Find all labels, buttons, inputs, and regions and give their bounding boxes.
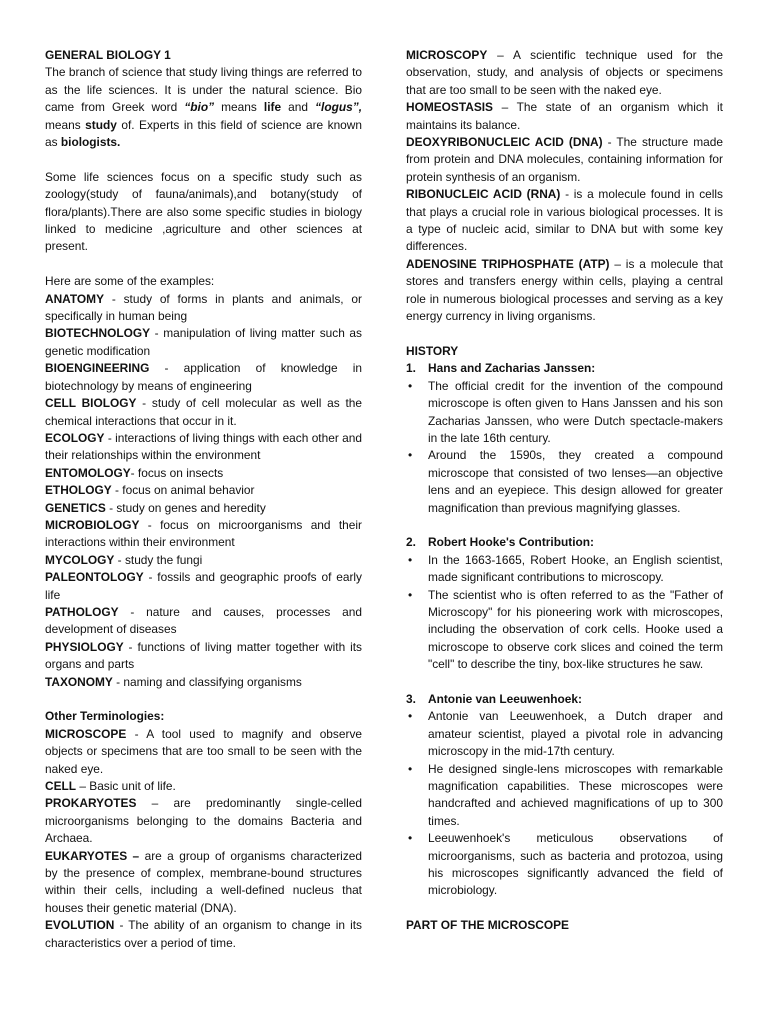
term-name: CELL — [45, 779, 77, 794]
term-definition: – A scientific technique used for the observation, study, and analysis of objects or specimens that are too small to be seen with the naked eye. — [406, 48, 723, 97]
term-name: BIOTECHNOLOGY — [45, 326, 151, 341]
term-name: MICROSCOPY — [406, 48, 488, 62]
term-entry — [45, 778, 362, 795]
bullet-icon: • — [408, 552, 413, 567]
history-section — [406, 691, 723, 917]
term-name: ADENOSINE TRIPHOSPHATE (ATP) — [406, 256, 610, 271]
bullet-text: Antonie van Leeuwenhoek, a Dutch draper and amateur scientist, played a pivotal role in advancing microscopy in the mid-17th century. — [428, 709, 723, 759]
bullet-item — [406, 552, 723, 587]
right-terms-list — [406, 47, 723, 326]
term-entry — [45, 360, 362, 395]
term-entry — [406, 186, 723, 256]
term-definition: - The ability of an organism to change in its characteristics over a period of time. — [45, 918, 362, 950]
term-name: PHYSIOLOGY — [45, 639, 124, 654]
history-list — [406, 360, 723, 917]
term-entry — [406, 256, 723, 326]
section-number: 3. — [406, 691, 416, 706]
life-word: life — [263, 100, 282, 115]
bullet-item — [406, 708, 723, 760]
bullet-text: In the 1663-1665, Robert Hooke, an English scientist, made significant contributions to microscopy. — [428, 552, 723, 585]
term-definition: – are predominantly single-celled microorganisms belonging to the domains Bacteria and Archaea. — [45, 796, 362, 846]
parts-heading: PART OF THE MICROSCOPE — [406, 918, 569, 933]
term-definition: are a group of organisms characterized by the presence of complex, membrane-bound structures within their cells, including a well-defined nucleus that houses their genetic material (DNA). — [45, 848, 362, 915]
biologists-word: biologists. — [60, 135, 121, 150]
term-name: DEOXYRIBONUCLEIC ACID (DNA) — [406, 135, 603, 150]
term-definition: - is a molecule found in cells that plays a crucial role in various biological processes. It is a type of nucleic acid, similar to DNA but with some key differences. — [406, 187, 724, 254]
term-name: CELL BIOLOGY — [45, 396, 137, 411]
term-definition: - study on genes and heredity — [105, 500, 266, 515]
term-definition: - functions of living matter together with its organs and parts — [45, 639, 362, 672]
history-section-title — [406, 691, 723, 708]
right-column — [406, 47, 723, 935]
bullet-icon: • — [408, 761, 413, 776]
term-name: ETHOLOGY — [45, 483, 112, 498]
term-name: GENETICS — [45, 500, 106, 515]
term-definition: - A tool used to magnify and observe objects or specimens that are too small to be seen with the naked eye. — [45, 726, 362, 776]
bullet-item — [406, 447, 723, 517]
bullet-icon: • — [408, 378, 413, 393]
term-definition: – Basic unit of life. — [76, 779, 176, 794]
term-name: BIOENGINEERING — [45, 361, 150, 376]
term-name: MICROSCOPE — [45, 726, 127, 741]
term-entry — [45, 726, 362, 778]
term-definition: - study of cell molecular as well as the chemical interactions that occur in it. — [45, 396, 363, 428]
logus-word: “logus”, — [315, 100, 362, 115]
life-sciences-paragraph: Some life sciences focus on a specific study such as zoology(study of fauna/animals),and botany(study of flora/plants).There are also some specific studies in biology linked to medicine ,agriculture and other sciences at present. — [45, 169, 362, 254]
intro-paragraph: The branch of science that study living things are referred to as the life sciences. It is under the natural science. Bio came from Greek word “bio” means life and “logus”, means study of. Experts in this field of science are known as biologists. — [45, 65, 362, 150]
bullet-text: The scientist who is often referred to as the "Father of Microscopy" for his pioneering work with microscopes, including the observation of cork cells. Hooke used a microscope to observe cork slices and coined the term "cell" to describe the tiny, box-like structures he saw. — [428, 587, 723, 672]
term-entry — [45, 500, 362, 517]
term-name: ECOLOGY — [45, 430, 105, 445]
term-definition: - The structure made from protein and DNA molecules, containing information for protein synthesis of an organism. — [406, 135, 723, 184]
bullet-text: Leeuwenhoek's meticulous observations of microorganisms, such as bacteria and protozoa, using his microscopes significantly advanced the field of microbiology. — [428, 831, 723, 898]
term-name: TAXONOMY — [45, 674, 113, 689]
section-title-text: Hans and Zacharias Janssen: — [428, 361, 596, 376]
term-definition: - application of knowledge in biotechnology by means of engineering — [45, 361, 362, 393]
term-entry — [45, 482, 362, 499]
term-entry — [406, 134, 723, 186]
term-name: HOMEOSTASIS — [406, 100, 493, 115]
term-entry — [45, 917, 362, 952]
bullet-icon: • — [408, 448, 413, 463]
term-entry — [45, 430, 362, 465]
bullet-icon: • — [408, 831, 413, 846]
term-definition: - focus on microorganisms and their interactions within their environment — [45, 517, 362, 550]
history-section-title — [406, 534, 723, 551]
bullet-text: Around the 1590s, they created a compound microscope that consisted of two lenses—an objective lens and an eyepiece. This design allowed for greater magnification than previous magnifying glasses. — [428, 448, 723, 515]
bullet-list — [406, 552, 723, 674]
bullet-list — [406, 378, 723, 517]
document-title: GENERAL BIOLOGY 1 — [45, 48, 171, 62]
section-number: 2. — [406, 535, 416, 550]
term-entry — [45, 674, 362, 691]
bullet-icon: • — [408, 587, 413, 602]
term-entry — [45, 795, 362, 847]
term-definition: - study the fungi — [114, 552, 203, 567]
term-entry — [45, 291, 362, 326]
term-entry — [45, 639, 362, 674]
other-terminologies-heading: Other Terminologies: — [45, 709, 165, 724]
term-entry — [45, 465, 362, 482]
term-definition: – is a molecule that stores and transfers energy within cells, playing a central role in numerous biological processes and serving as a key energy currency in living organisms. — [406, 256, 723, 324]
term-entry — [45, 569, 362, 604]
term-definition: - focus on insects — [130, 465, 224, 480]
term-name: EUKARYOTES – — [45, 848, 140, 863]
term-name: ENTOMOLOGY — [45, 465, 131, 480]
bullet-item — [406, 378, 723, 448]
term-name: MICROBIOLOGY — [45, 517, 140, 532]
section-title-text: Antonie van Leeuwenhoek: — [428, 691, 582, 706]
section-number: 1. — [406, 361, 416, 376]
bio-word: “bio” — [184, 100, 215, 115]
bullet-list — [406, 708, 723, 899]
term-entry — [45, 325, 362, 360]
term-entry — [45, 552, 362, 569]
term-definition: - naming and classifying organisms — [112, 674, 302, 689]
bullet-item — [406, 830, 723, 900]
term-entry — [45, 395, 362, 430]
bullet-item — [406, 761, 723, 831]
term-definition: – The state of an organism which it maintains its balance. — [406, 100, 723, 132]
branch-terms-list — [45, 291, 362, 691]
term-name: MYCOLOGY — [45, 552, 115, 567]
term-definition: - interactions of living things with each other and their relationships within the environment — [45, 430, 362, 463]
term-definition: - study of forms in plants and animals, or specifically in human being — [45, 291, 362, 324]
term-name: ANATOMY — [45, 291, 105, 306]
left-column — [45, 47, 362, 952]
term-entry — [45, 517, 362, 552]
term-name: PROKARYOTES — [45, 796, 137, 811]
bullet-item — [406, 587, 723, 674]
history-section — [406, 534, 723, 691]
term-definition: - focus on animal behavior — [111, 483, 255, 498]
term-name: PATHOLOGY — [45, 604, 119, 619]
study-word: study — [85, 117, 117, 132]
term-entry — [406, 99, 723, 134]
term-definition: - fossils and geographic proofs of early life — [45, 570, 362, 602]
bullet-icon: • — [408, 709, 413, 724]
examples-intro: Here are some of the examples: — [45, 274, 215, 289]
term-name: PALEONTOLOGY — [45, 570, 144, 585]
history-heading: HISTORY — [406, 343, 459, 358]
term-name: RIBONUCLEIC ACID (RNA) — [406, 187, 561, 202]
term-definition: - manipulation of living matter such as genetic modification — [45, 326, 362, 358]
history-section — [406, 360, 723, 534]
term-definition: - nature and causes, processes and development of diseases — [45, 604, 362, 637]
other-terms-list — [45, 726, 362, 952]
term-name: EVOLUTION — [45, 918, 115, 933]
history-section-title — [406, 360, 723, 377]
term-entry — [406, 47, 723, 99]
section-title-text: Robert Hooke's Contribution: — [428, 535, 594, 550]
term-entry — [45, 604, 362, 639]
bullet-text: The official credit for the invention of the compound microscope is often given to Hans Janssen and his son Zacharias Janssen, who were Dutch spectacle-makers in the late 16th century. — [428, 378, 723, 445]
bullet-text: He designed single-lens microscopes with remarkable magnification capabilities. These microscopes were handcrafted and achieved magnifications of up to 300 times. — [428, 761, 723, 828]
term-entry — [45, 848, 362, 918]
